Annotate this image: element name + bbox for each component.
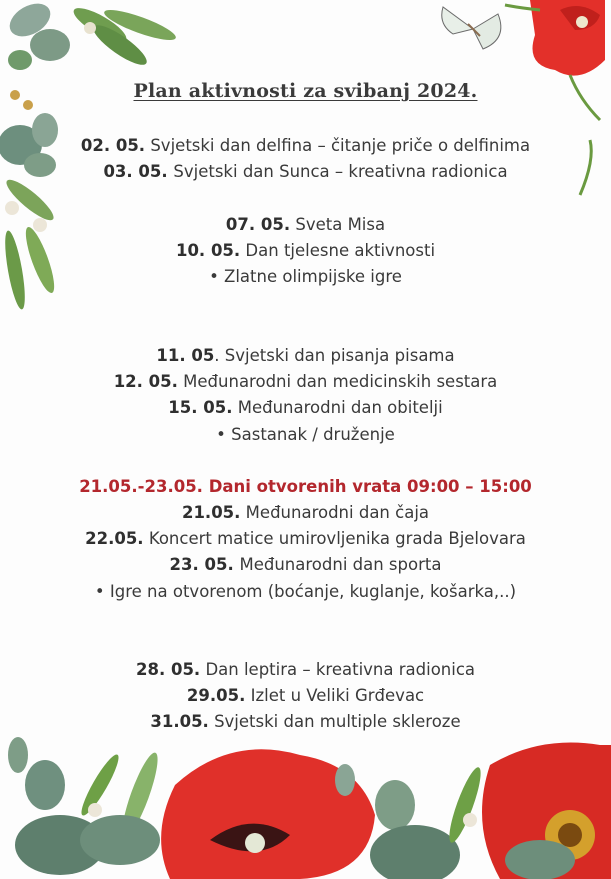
activity-description: • Sastanak / druženje	[216, 425, 395, 444]
activity-description: Svjetski dan Sunca – kreativna radionica	[173, 162, 508, 181]
activity-description: Međunarodni dan medicinskih sestara	[177, 372, 498, 391]
activity-date: 22.05.	[85, 529, 144, 548]
activity-entry	[0, 660, 611, 679]
activity-date: 29.05.	[186, 686, 246, 705]
activity-date: 03. 05.	[103, 162, 174, 181]
activity-description: . Svjetski dan pisanja pisama	[214, 346, 455, 365]
activity-entry	[0, 241, 611, 260]
activity-entry	[0, 346, 611, 365]
activity-description: Međunarodni dan sporta	[239, 555, 442, 574]
activity-description: • Igre na otvorenom (boćanje, kuglanje, košarka,..)	[94, 582, 517, 601]
butterfly-icon	[438, 4, 508, 54]
activity-date: 12. 05.	[113, 372, 178, 391]
activity-entry	[0, 686, 611, 705]
activity-entry	[0, 372, 611, 391]
activity-description: Izlet u Veliki Grđevac	[245, 686, 425, 705]
activity-description: Koncert matice umirovljenika grada Bjelovara	[143, 529, 526, 548]
activity-entry	[0, 267, 611, 286]
activity-date: 02. 05.	[80, 136, 146, 155]
activity-description: Dan leptira – kreativna radionica	[200, 660, 476, 679]
activity-date: 21.05.	[181, 503, 241, 522]
activity-description: • Zlatne olimpijske igre	[209, 267, 402, 286]
activity-date: 15. 05.	[168, 398, 233, 417]
open-days-highlight	[0, 477, 611, 496]
activity-entry	[0, 398, 611, 417]
activity-entry	[0, 555, 611, 574]
activity-entry	[0, 529, 611, 548]
activity-description: Međunarodni dan čaja	[240, 503, 430, 522]
page-title: Plan aktivnosti za svibanj 2024.	[133, 80, 478, 102]
activity-entry	[0, 136, 611, 155]
activity-description: Sveta Misa	[290, 215, 386, 234]
activity-description: Međunarodni dan obitelji	[232, 398, 443, 417]
activity-entry	[0, 425, 611, 444]
activity-date: 21.05.-23.05. Dani otvorenih vrata 09:00 – 15:00	[79, 477, 532, 496]
activity-date: 07. 05.	[225, 215, 291, 234]
activity-date: 11. 05	[156, 346, 215, 365]
activity-entry	[0, 162, 611, 181]
activity-date: 28. 05.	[135, 660, 201, 679]
activity-description: Svjetski dan delfina – čitanje priče o delfinima	[145, 136, 531, 155]
activity-date: 23. 05.	[169, 555, 240, 574]
activity-entry	[0, 503, 611, 522]
activity-date: 31.05.	[150, 712, 209, 731]
activity-entry	[0, 215, 611, 234]
activity-date: 10. 05.	[175, 241, 241, 260]
activity-description: Dan tjelesne aktivnosti	[240, 241, 436, 260]
poppy-bouquet-bottom-icon	[0, 725, 611, 879]
activity-entry	[0, 582, 611, 601]
activity-description: Svjetski dan multiple skleroze	[208, 712, 461, 731]
